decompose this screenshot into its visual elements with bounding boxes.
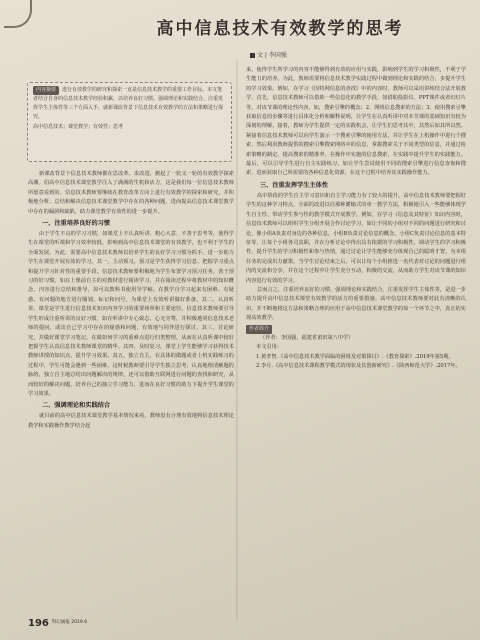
author-note: （作者：李国强，福建省莆田第八中学）	[260, 334, 354, 341]
abstract-tag: 内容摘要	[33, 86, 59, 95]
summary-paragraph: 总而言之，注重培养良好的习惯，强调理论和实践结合，注重发挥学生主体性等，是进一步助力提升高中信息技术课堂有效教学的活力的重要措施。高中信息技术教师要对此有清晰的认识，并不断地将这方法和策略合理的应用于高中信息技术课堂教学的每一个环节之中，真正的实现高效教学。	[246, 286, 466, 322]
page-fold-shadow	[236, 60, 238, 620]
section2-paragraph: 就目前的高中信息技术课堂教学基本情况来看，教师没有合理有效地将信息技术理论教学和实践操作教学结合起	[28, 413, 234, 429]
page-number: 196	[28, 618, 49, 629]
page-footer	[28, 611, 87, 630]
article-title: 高中信息技术有效教学的思考	[156, 19, 404, 39]
byline-text: 文 | 李国强	[257, 52, 287, 59]
corner-decoration	[4, 0, 32, 28]
abstract-text: 进行有效教学的研究和探索一直是信息技术教学的重要工作目标。本文笔者结合自身的信息技术教学经验积累，以培养良好习惯、强调理论和实践结合、注重发挥学生主体性等三个方面入手，就新课改背景下信息技术有效教学的方法和策略进行探究。	[33, 87, 224, 120]
section3-paragraph: 高中阶段的学生自主学习意识和自主学习能力有了较大的提升，高中信息技术教师要把握好学生的这种学习特点，全面的改进以往那种灌输式的单一教学方法，积极地引入一些能够体现学生自主性、带动学生参与性的教学模式开展教学。例如，在学习《信息及其特征》知识内容时，信息技术教师可以组织学生分组开展合作讨论学习，如让不同的小组对不同的问题进行研究和讨论，像小组A负责对身边的各种信息，小组B负责讨论信息的概念，小组C负责讨论信息的基本特征等，让每个小组各司其职，并在分析讨论中得出具有依据的学习积极性，调动学生的学习积极性，提升学生的学习积极性和参与热情，通过讨论让学生能够充分体现自己的聪明才智，为本组任务的完成出力献策。当学生讨论结束之后，可以让每个小组推选一名代表对讨论的问题进行组内的交流和分享，并在这个过程中让学生充分互动，积极的交流，从而助力学生对该节课的知识内容进行有效的学习。	[246, 192, 466, 284]
reference-1: 1.黄孝智.《高中信息技术教学面临的困境及对策探讨》.《教育探索》.2019年第5期。	[256, 353, 454, 360]
abstract-box	[27, 82, 232, 162]
intro-paragraph: 新课改背景下信息技术教师都在思改革、求改进，掀起了一轮又一轮的有效教学探索高潮。伯高中信息技术课堂教学注入了满满的生机和活力，这是我们每一位信息技术教师所愿意看到的。信息技术教师要继续在教育改革方向上进行有效教学的探索和研究，并积极地分析、总结和解决信息技术课堂教学中存在的各种问题，进而提高信息技术课堂教学中存在的漏洞和缺陷，助力课堂教学有效性的进一步提升。	[28, 171, 234, 215]
left-column	[28, 170, 234, 431]
section2-heading: 二、强调理论和实践结合	[42, 402, 111, 410]
right-column	[246, 66, 466, 372]
byline	[250, 50, 340, 59]
section1-paragraph: 由于学生不良的学习习惯，如课堂上不认真听讲、粗心大意、不善于思考等，使得学生在课堂的听课和学习效率较低，影响到高中信息技术课堂的有效教学，也不利于学生的全面发展。为此，需要高中信息技术教师以培养学生的良好学习习惯为抓手，进一步助力学生在课堂开展有效的学习。其一，主动预习。预习是学生获得学习信息、把握学习重点和提升学习针对性的重要手段。信息技术教师要积极地为学生布置学习预习任务，善于预习的好习惯。如在上课前自主的对教材进行阅读学习，并在阅读过程中将教材中的知识概念、内容进行总结和推导，如可以教科书使用导学稿。在教学自学习起来有困难，有疑惑，有问题的地方进行圈划、标记和问号，为课堂上有效听讲做好准备。其二，认真听讲。课堂是学生进行信息技术知识内容学习的重要场所和主要途径。信息技术教师要引导学生形成注重听讲的良好习惯，如在听讲中专心致志、心无旁骛，并积极地同信息技术老师的提问，或出自己学习中存在的疑惑和问题，有效地与同伴进行探讨。其三，讨论研究。并做好课堂学习笔记，在做如何学习的重难点进行归类整理，从而在认真听课中较好把握学生认真信息技术教师课堂的精华。其四，及时复习。课堂上学生能够学习获得技术教师讲授的知识点，提升学习效果。其五，独立自主。在具体的做题或者上机实践练习的过程中，学生可能会遇到一些困难，这时候教师要引导学生独立思考，认真地理清解题的脉络，独立自主地总结出问题解决的规律，还可以借助互联网进行问题的查找和研究，从而较好的解决问题，培养自己的独立学习能力，进而在良好习惯的助力下提升学生课堂的学习效果。	[28, 231, 234, 397]
section2-continued: 来，使得学生所学习的内容不能够得到有效的应用与实践，影响到学生的学习积极性，不利于学生能力的培养。为此，教师需要将信息技术教学实践过程中做到理论和实践的结合，步提升学生的学习效果。例如，在学习《因特网信息的查找》中的内容时，教师可以采用讲练结合法开展教学，首先，信息技术教师可以借助一些信息化的教学手段，如借助投影仪、PPT课件或者幻灯片等，对该节课的理论性内容，如，搜索引擎的概念；2、网络信息搜索的方法；3、使用搜索引擎获取信息的步骤等进行具体化分析和解释说明，让学生在认真听讲中对本节课的基础知识有较为深刻的理解，接着，教师为学生提供一定的实践机会，让学生们思考其中，其然后如其所以然，紧接着信息技术教师可以向学生演示一个搜索引擎的使用方法，并让学生在上机操作中进行个搜索，然后利用教师提供的搜索引擎搜索网络中的信息，掌握搜索关于不同类型的信息，并通过检索策略的制定、提高搜索的精准率，在操作中实施的信息搜索，在实践中提升学生的实践能力。最后，可以引导学生进行自主实践练习，如让学生尝试使用不同的搜索引擎进行信息查询和搜索，进而获取自己所需要的各种信息化资源，在这个过程中培养其实践操作能力。	[246, 67, 466, 177]
refs-block	[246, 325, 466, 372]
byline-square-icon	[250, 53, 255, 58]
reference-2: 2.李月.《高中信息技术课程教学模式的现状及其创新研究》.《陕西师范大学》.2017年。	[256, 363, 461, 370]
footer-meta: 科幻画报 2019.6	[51, 619, 88, 625]
abstract-keywords: 高中信息技术；课堂教学；有效性；思考	[33, 124, 124, 130]
refs-intro: 本文引用：	[256, 344, 282, 351]
section3-heading: 三、注重发挥学生主体性	[260, 181, 329, 189]
refs-tag: 作者简介	[246, 325, 272, 334]
section1-heading: 一、注重培养良好的习惯	[42, 220, 111, 228]
